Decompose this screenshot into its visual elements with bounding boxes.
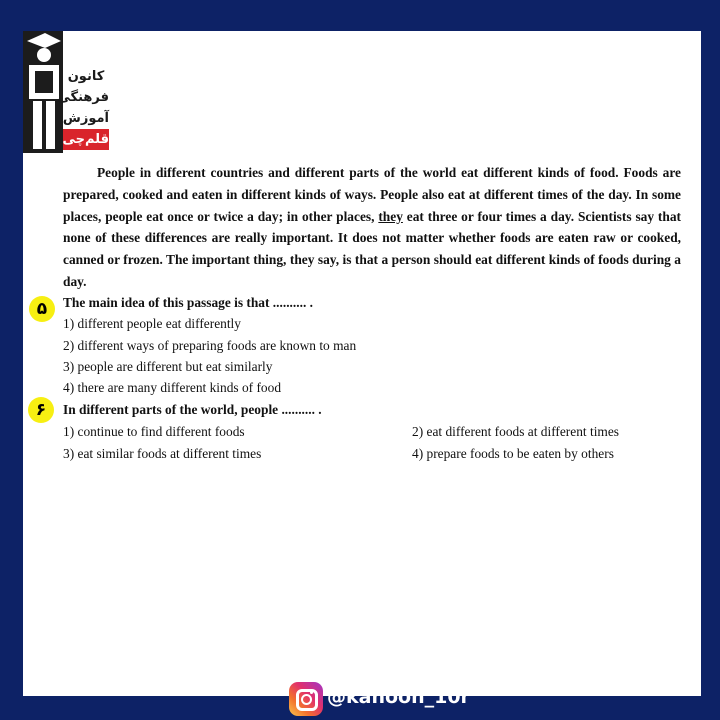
- logo-line-1: کانون: [67, 69, 105, 84]
- instagram-icon[interactable]: [289, 682, 323, 716]
- question-stem: In different parts of the world, people .......... .: [63, 402, 322, 417]
- logo-line-4: قلم‌چی: [63, 129, 109, 150]
- answer-option[interactable]: 4) there are many different kinds of food: [63, 380, 282, 395]
- kanoon-logo: [23, 31, 115, 156]
- answer-option[interactable]: 1) different people eat differently: [63, 316, 241, 331]
- passage-part-1: People in different countries and different parts of the world eat different kinds of food. Foods are prepared, cooked and eaten in different kinds of ways. People also eat at different times of the day. In some places, people eat once or twice a day; in other places,: [63, 165, 681, 224]
- logo-line-2: فرهنگی: [57, 90, 109, 105]
- answer-option[interactable]: 3) people are different but eat similarly: [63, 359, 273, 374]
- passage-underlined-word: they: [378, 208, 403, 224]
- question-stem: The main idea of this passage is that .......... .: [63, 295, 313, 310]
- instagram-handle[interactable]: @kanoon_10r: [327, 686, 470, 708]
- answer-option[interactable]: 2) eat different foods at different times: [412, 424, 619, 439]
- answer-option[interactable]: 1) continue to find different foods: [63, 424, 245, 439]
- footer: [0, 682, 720, 720]
- answer-option[interactable]: 2) different ways of preparing foods are known to man: [63, 338, 357, 353]
- logo-line-3: آموزش: [62, 111, 109, 126]
- answer-option[interactable]: 3) eat similar foods at different times: [63, 446, 262, 461]
- passage-part-2: eat three or four times a day. Scientists say that none of these differences are really important. It does not matter whether foods are eaten raw or cooked, canned or frozen. The important thing, they say, is that a person should eat different kinds of foods during a day.: [63, 208, 681, 289]
- reading-passage: [63, 162, 681, 293]
- answer-option[interactable]: 4) prepare foods to be eaten by others: [412, 446, 614, 461]
- question-number-badge: ۵: [29, 296, 55, 322]
- logo-text: [57, 66, 109, 150]
- question-number-badge: ۶: [28, 397, 54, 423]
